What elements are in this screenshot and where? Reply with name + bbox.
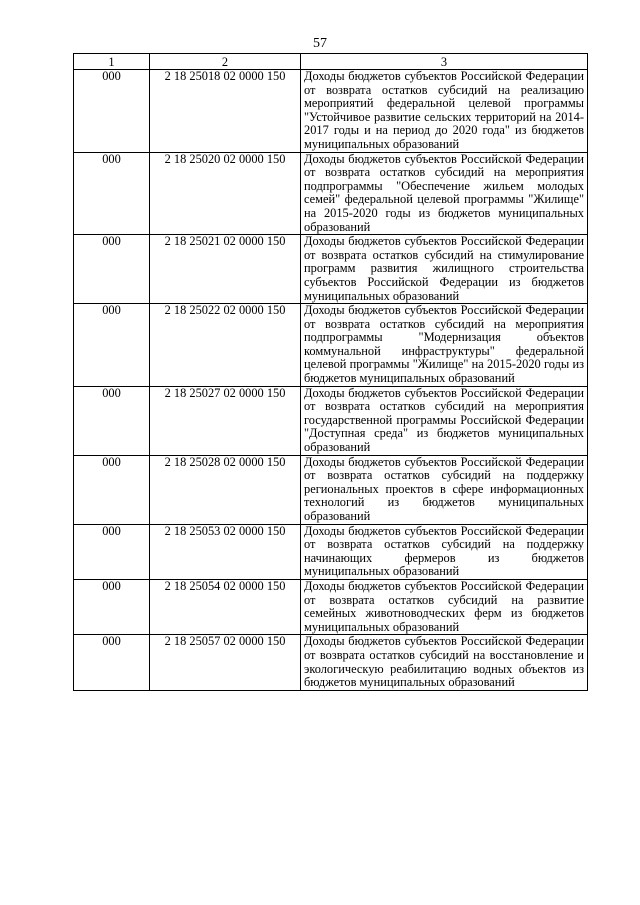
- budget-classification-code-cell: 2 18 25027 02 0000 150: [150, 386, 301, 455]
- admin-code-cell: 000: [74, 455, 150, 524]
- admin-code-cell: 000: [74, 70, 150, 153]
- admin-code-cell: 000: [74, 304, 150, 387]
- table-row: [74, 386, 588, 455]
- revenue-description-cell: Доходы бюджетов субъектов Российской Федерации от возврата остатков субсидий на поддержку региональных проектов в сфере информационных технологий из бюджетов муниципальных образований: [301, 455, 588, 524]
- revenue-description-cell: Доходы бюджетов субъектов Российской Федерации от возврата остатков субсидий на стимулирование программ развития жилищного строительства субъектов Российской Федерации из бюджетов муниципальных образований: [301, 235, 588, 304]
- table-row: [74, 455, 588, 524]
- admin-code-cell: 000: [74, 579, 150, 634]
- page-number: 57: [313, 36, 327, 51]
- budget-classification-code-cell: 2 18 25057 02 0000 150: [150, 635, 301, 690]
- table-row: [74, 524, 588, 579]
- revenue-description-cell: Доходы бюджетов субъектов Российской Федерации от возврата остатков субсидий на восстановление и экологическую реабилитацию водных объектов из бюджетов муниципальных образований: [301, 635, 588, 690]
- admin-code-cell: 000: [74, 635, 150, 690]
- table-row: [74, 304, 588, 387]
- table-row: [74, 70, 588, 153]
- budget-classification-code-cell: 2 18 25022 02 0000 150: [150, 304, 301, 387]
- budget-revenue-table: [73, 53, 588, 691]
- budget-classification-code-cell: 2 18 25018 02 0000 150: [150, 70, 301, 153]
- admin-code-cell: 000: [74, 524, 150, 579]
- table-row: [74, 579, 588, 634]
- revenue-description-cell: Доходы бюджетов субъектов Российской Федерации от возврата остатков субсидий на мероприятия государственной программы Российской Федерации "Доступная среда" из бюджетов муниципальных образований: [301, 386, 588, 455]
- revenue-description-cell: Доходы бюджетов субъектов Российской Федерации от возврата остатков субсидий на мероприятия подпрограммы "Модернизация объектов коммунальной инфраструктуры" федеральной целевой программы "Жилище" на 2015-2020 годы из бюджетов муниципальных образований: [301, 304, 588, 387]
- table-header-row: [74, 54, 588, 70]
- revenue-description-cell: Доходы бюджетов субъектов Российской Федерации от возврата остатков субсидий на мероприятия подпрограммы "Обеспечение жильем молодых семей" федеральной целевой программы "Жилище" на 2015-2020 годы из бюджетов муниципальных образований: [301, 152, 588, 235]
- table-row: [74, 235, 588, 304]
- table-row: [74, 635, 588, 690]
- revenue-description-cell: Доходы бюджетов субъектов Российской Федерации от возврата остатков субсидий на поддержку начинающих фермеров из бюджетов муниципальных образований: [301, 524, 588, 579]
- admin-code-cell: 000: [74, 152, 150, 235]
- budget-classification-code-cell: 2 18 25020 02 0000 150: [150, 152, 301, 235]
- budget-classification-code-cell: 2 18 25054 02 0000 150: [150, 579, 301, 634]
- revenue-description-cell: Доходы бюджетов субъектов Российской Федерации от возврата остатков субсидий на развитие семейных животноводческих ферм из бюджетов муниципальных образований: [301, 579, 588, 634]
- budget-classification-code-cell: 2 18 25021 02 0000 150: [150, 235, 301, 304]
- table-row: [74, 152, 588, 235]
- revenue-description-cell: Доходы бюджетов субъектов Российской Федерации от возврата остатков субсидий на реализацию мероприятий федеральной целевой программы "Устойчивое развитие сельских территорий на 2014-2017 годы и на период до 2020 года" из бюджетов муниципальных образований: [301, 70, 588, 153]
- column-header-1: 1: [74, 54, 150, 70]
- column-header-2: 2: [150, 54, 301, 70]
- column-header-3: 3: [301, 54, 588, 70]
- admin-code-cell: 000: [74, 386, 150, 455]
- budget-classification-code-cell: 2 18 25028 02 0000 150: [150, 455, 301, 524]
- admin-code-cell: 000: [74, 235, 150, 304]
- budget-classification-code-cell: 2 18 25053 02 0000 150: [150, 524, 301, 579]
